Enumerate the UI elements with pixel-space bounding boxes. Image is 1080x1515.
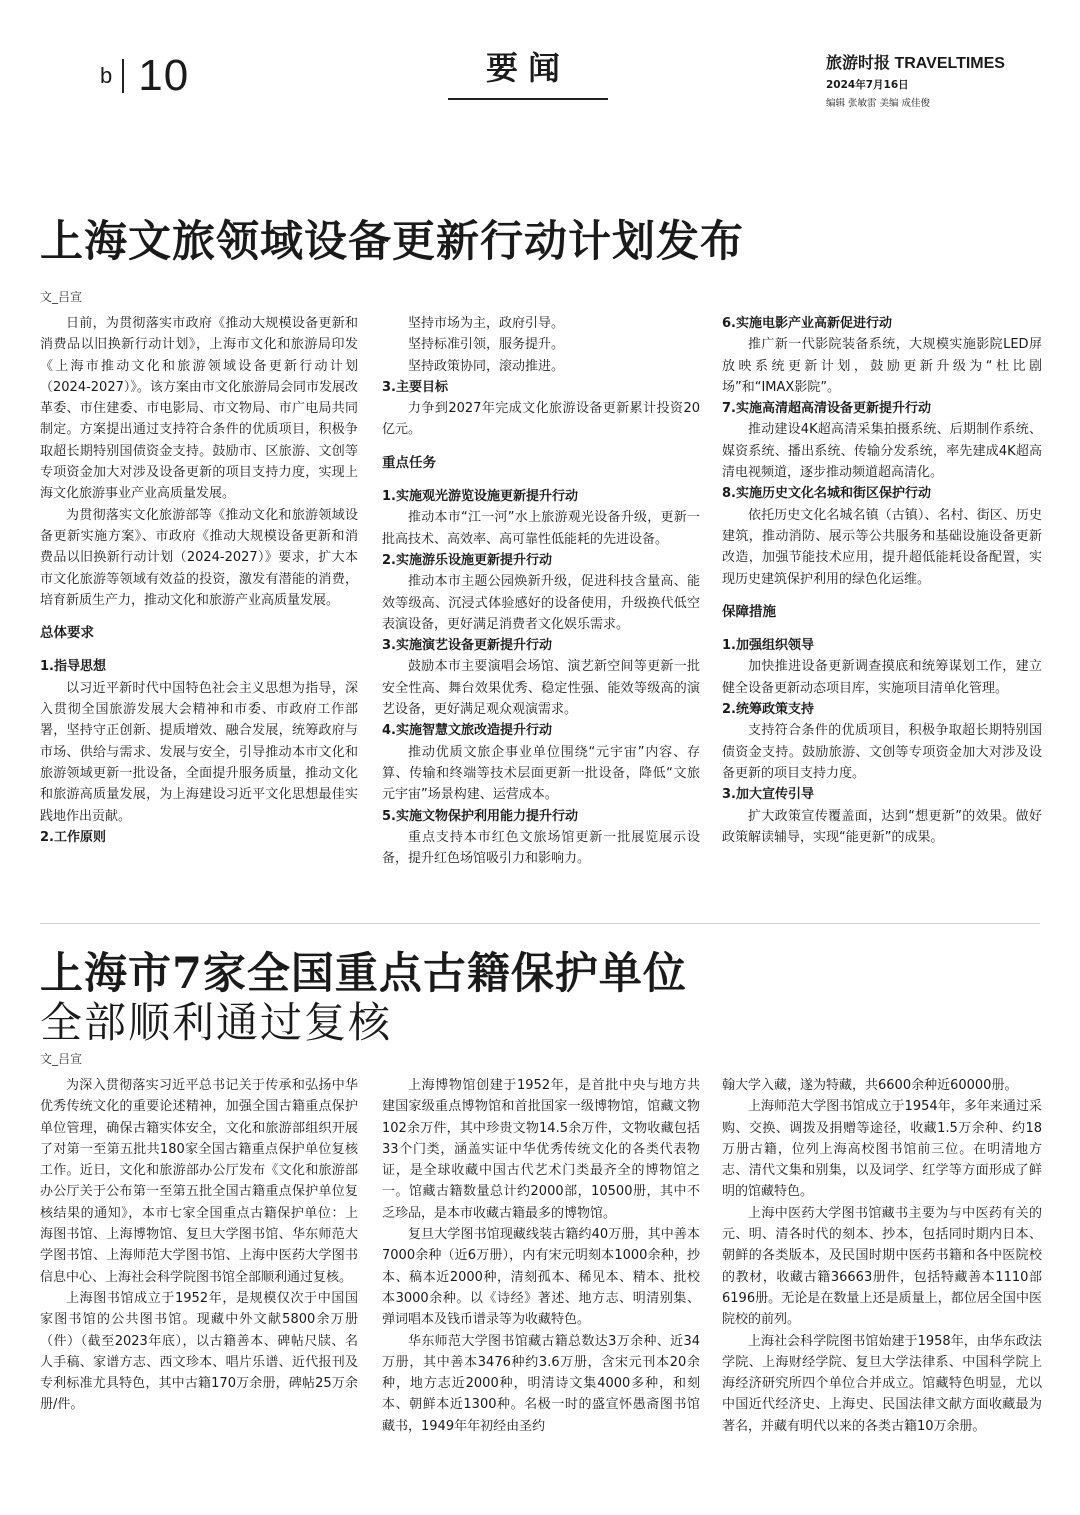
subheading: 5.实施文物保护利用能力提升行动 — [382, 808, 578, 824]
editors: 编辑 张敏雷 美编 成佳俊 — [826, 98, 931, 109]
paragraph: 重点支持本市红色文旅场馆更新一批展览展示设备，提升红色场馆吸引力和影响力。 — [382, 829, 700, 867]
article1-col1 — [40, 313, 358, 913]
paragraph: 上海博物馆创建于1952年，是首批中央与地方共建国家级重点博物馆和首批国家一级博物馆，馆藏文物102余万件，其中珍贵文物14.5余万件，文物收藏包括33个门类，涵盖实证中华优秀传统文化的各类代表物证，是全球收藏中国古代艺术门类最齐全的博物馆之一。馆藏古籍数量总计约2000部，10500册，其中不乏珍品，是本市收藏古籍最多的博物馆。 — [382, 1078, 700, 1221]
subheading: 3.实施演艺设备更新提升行动 — [382, 638, 552, 654]
issue-date: 2024年7月16日 — [826, 79, 909, 91]
paragraph: 推动优质文旅企事业单位围绕“元宇宙”内容、存算、传输和终端等技术层面更新一批设备，降低“文旅元宇宙”场景构建、运营成本。 — [382, 744, 700, 803]
paragraph: 为深入贯彻落实习近平总书记关于传承和弘扬中华优秀传统文化的重要论述精神，加强全国古籍重点保护单位管理，确保古籍实体安全，文化和旅游部组织开展了对第一至第五批共180家全国古籍重点保护单位复核工作。近日，文化和旅游部办公厅发布《文化和旅游部办公厅关于公布第一至第五批全国古籍重点保护单位复核结果的通知》，本市七家全国重点古籍保护单位：上海图书馆、上海博物馆、复旦大学图书馆、华东师范大学图书馆、上海师范大学图书馆、上海中医药大学图书信息中心、上海社会科学院图书馆全部顺利通过复核。 — [40, 1078, 358, 1285]
subheading: 1.实施观光游览设施更新提升行动 — [382, 489, 578, 505]
subheading: 2.工作原则 — [40, 829, 106, 845]
article1-col2 — [382, 313, 700, 913]
subheading: 1.指导思想 — [40, 659, 106, 675]
brand-name: 旅游时报 TRAVELTIMES — [826, 55, 1005, 72]
article2-col2 — [382, 1075, 700, 1495]
page-letter: b — [100, 63, 113, 88]
subheading: 7.实施高清超高清设备更新提升行动 — [722, 401, 931, 417]
page-divider — [122, 59, 124, 93]
subheading: 3.主要目标 — [382, 379, 448, 395]
article2-byline: 文_吕宣 — [40, 1052, 83, 1066]
paragraph: 依托历史文化名城名镇（古镇）、名村、街区、历史建筑，推动消防、展示等公共服务和基础设施设备更新改造，加强节能技术应用，提升超低能耗设备配置，实现历史建筑保护利用的绿色化运维。 — [722, 507, 1042, 587]
section-title — [448, 44, 608, 100]
paragraph: 坚持标准引领，服务提升。 — [408, 337, 565, 353]
section-heading: 保障措施 — [722, 603, 776, 620]
article1-byline: 文_吕宣 — [40, 290, 83, 304]
article2-col1 — [40, 1075, 358, 1495]
paragraph: 上海社会科学院图书馆始建于1958年，由华东政法学院、上海财经学院、复旦大学法律系、中国科学院上海经济研究所四个单位合并成立。馆藏特色明显，尤以中国近代经济史、上海史、民国法律文献方面收藏最为著名，并藏有明代以来的各类古籍10万余册。 — [722, 1333, 1042, 1434]
paragraph: 力争到2027年完成文化旅游设备更新累计投资20亿元。 — [382, 401, 700, 438]
section-heading: 总体要求 — [40, 625, 94, 642]
subheading: 3.加大宣传引导 — [722, 787, 814, 803]
article2-subheadline: 全部顺利通过复核 — [40, 998, 393, 1047]
section-label: 要闻 — [485, 49, 570, 87]
subheading: 6.实施电影产业高新促进行动 — [722, 316, 892, 331]
section-heading: 重点任务 — [382, 454, 436, 471]
article1-col3 — [722, 313, 1042, 913]
article-divider — [40, 923, 1040, 924]
paragraph: 日前，为贯彻落实市政府《推动大规模设备更新和消费品以旧换新行动计划》，上海市文化和旅游局印发《上海市推动文化和旅游领域设备更新行动计划（2024-2027）》。该方案由市文化旅游局会同市发展改革委、市住建委、市电影局、市文物局、市广电局共同制定。方案提出通过支持符合条件的优质项目，积极争取超长期特别国债资金支持。鼓励市、区旅游、文创等专项资金加大对涉及设备更新的项目支持力度，实现上海文化旅游事业产业高质量发展。 — [40, 316, 358, 502]
paragraph: 坚持市场为主，政府引导。 — [408, 316, 565, 331]
subheading: 4.实施智慧文旅改造提升行动 — [382, 723, 552, 739]
article2-col3 — [722, 1075, 1042, 1495]
subheading: 1.加强组织领导 — [722, 638, 814, 654]
article1-headline: 上海文旅领域设备更新行动计划发布 — [40, 217, 744, 267]
paragraph: 推广新一代影院装备系统，大规模实施影院LED屏放映系统更新计划，鼓励更新升级为“杜比剧场”和“IMAX影院”。 — [722, 337, 1042, 395]
paragraph: 鼓励本市主要演唱会场馆、演艺新空间等更新一批安全性高、舞台效果优秀、稳定性强、能效等级高的演艺设备，更好满足观众观演需求。 — [382, 659, 700, 718]
page-number: 10 — [138, 51, 190, 100]
paragraph: 上海师范大学图书馆成立于1954年，多年来通过采购、交换、调拨及捐赠等途径，收藏1.5万余种、约18万册古籍，位列上海高校图书馆前三位。在明清地方志、清代文集和别集，以及词学、红学等方面形成了鲜明的馆藏特色。 — [722, 1099, 1042, 1200]
page-number-block — [100, 52, 189, 100]
paragraph: 复旦大学图书馆现藏线装古籍约40万册，其中善本7000余种（近6万册），内有宋元明刻本1000余种，抄本、稿本近2000种，清刻孤本、稀见本、精本、批校本3000余种。以《诗经》著述、地方志、明清别集、弹词唱本及钱币谱录等为收藏特色。 — [382, 1227, 700, 1328]
paragraph: 推动本市主题公园焕新升级，促进科技含量高、能效等级高、沉浸式体验感好的设备使用，升级换代低空表演设备，更好满足消费者文化娱乐需求。 — [382, 574, 700, 632]
paragraph: 推动建设4K超高清采集拍摄系统、后期制作系统、媒资系统、播出系统、传输分发系统，率先建成4K超高清电视频道，逐步推动频道超高清化。 — [722, 422, 1042, 481]
paragraph: 以习近平新时代中国特色社会主义思想为指导，深入贯彻全国旅游发展大会精神和市委、市政府工作部署，坚持守正创新、提质增效、融合发展，统筹政府与市场、供给与需求、发展与安全，引导推动本市文化和旅游领域更新一批设备，全面提升服务质量，推动文化和旅游高质量发展，为上海建设习近平文化思想最佳实践地作出贡献。 — [40, 680, 358, 824]
paragraph: 上海中医药大学图书馆藏书主要为与中医药有关的元、明、清各时代的刻本、抄本，包括同时期内日本、朝鲜的各类版本，及民国时期中医药书籍和各中医院校的教材，收藏古籍36663册件，包括特藏善本1110部6196册。无论是在数量上还是质量上，都位居全国中医院校的前列。 — [722, 1205, 1042, 1328]
paragraph: 支持符合条件的优质项目，积极争取超长期特别国债资金支持。鼓励旅游、文创等专项资金加大对涉及设备更新的项目支持力度。 — [722, 723, 1042, 781]
paragraph: 为贯彻落实文化旅游部等《推动文化和旅游领域设备更新实施方案》、市政府《推动大规模设备更新和消费品以旧换新行动计划（2024-2027）》要求，扩大本市文化旅游等领域有效益的投资，激发有潜能的消费，培育新质生产力，推动文化和旅游产业高质量发展。 — [40, 507, 358, 608]
article2-headline: 上海市7家全国重点古籍保护单位 — [40, 949, 687, 999]
paragraph: 推动本市“江一河”水上旅游观光设备升级，更新一批高技术、高效率、高可靠性低能耗的先进设备。 — [382, 510, 700, 547]
subheading: 2.统筹政策支持 — [722, 702, 814, 718]
subheading: 2.实施游乐设施更新提升行动 — [382, 552, 552, 568]
paragraph: 加快推进设备更新调查摸底和统筹谋划工作，建立健全设备更新动态项目库，实施项目清单化管理。 — [722, 659, 1042, 696]
subheading: 8.实施历史文化名城和街区保护行动 — [722, 486, 931, 502]
paragraph: 上海图书馆成立于1952年，是规模仅次于中国国家图书馆的公共图书馆。现藏中外文献5800余万册（件）（截至2023年底），以古籍善本、碑帖尺牍、名人手稿、家谱方志、西文珍本、唱片乐谱、近代报刊及专利标准尤具特色，其中古籍170万余册，碑帖25万余册/件。 — [40, 1290, 358, 1413]
newspaper-brand — [826, 50, 1005, 109]
paragraph: 华东师范大学图书馆藏古籍总数达3万余种、近34万册，其中善本3476种约3.6万册，含宋元刊本20余种，地方志近2000种，明清诗文集4000多种，和刻本、朝鲜本近1300种。名极一时的盛宣怀愚斋图书馆藏书，1949年年初经由圣约 — [382, 1333, 700, 1434]
paragraph: 扩大政策宣传覆盖面，达到“想更新”的效果。做好政策解读辅导，实现“能更新”的成果。 — [722, 808, 1042, 845]
paragraph: 坚持政策协同，滚动推进。 — [408, 358, 565, 374]
paragraph: 翰大学入藏，遂为特藏，共6600余种近60000册。 — [722, 1078, 1018, 1093]
